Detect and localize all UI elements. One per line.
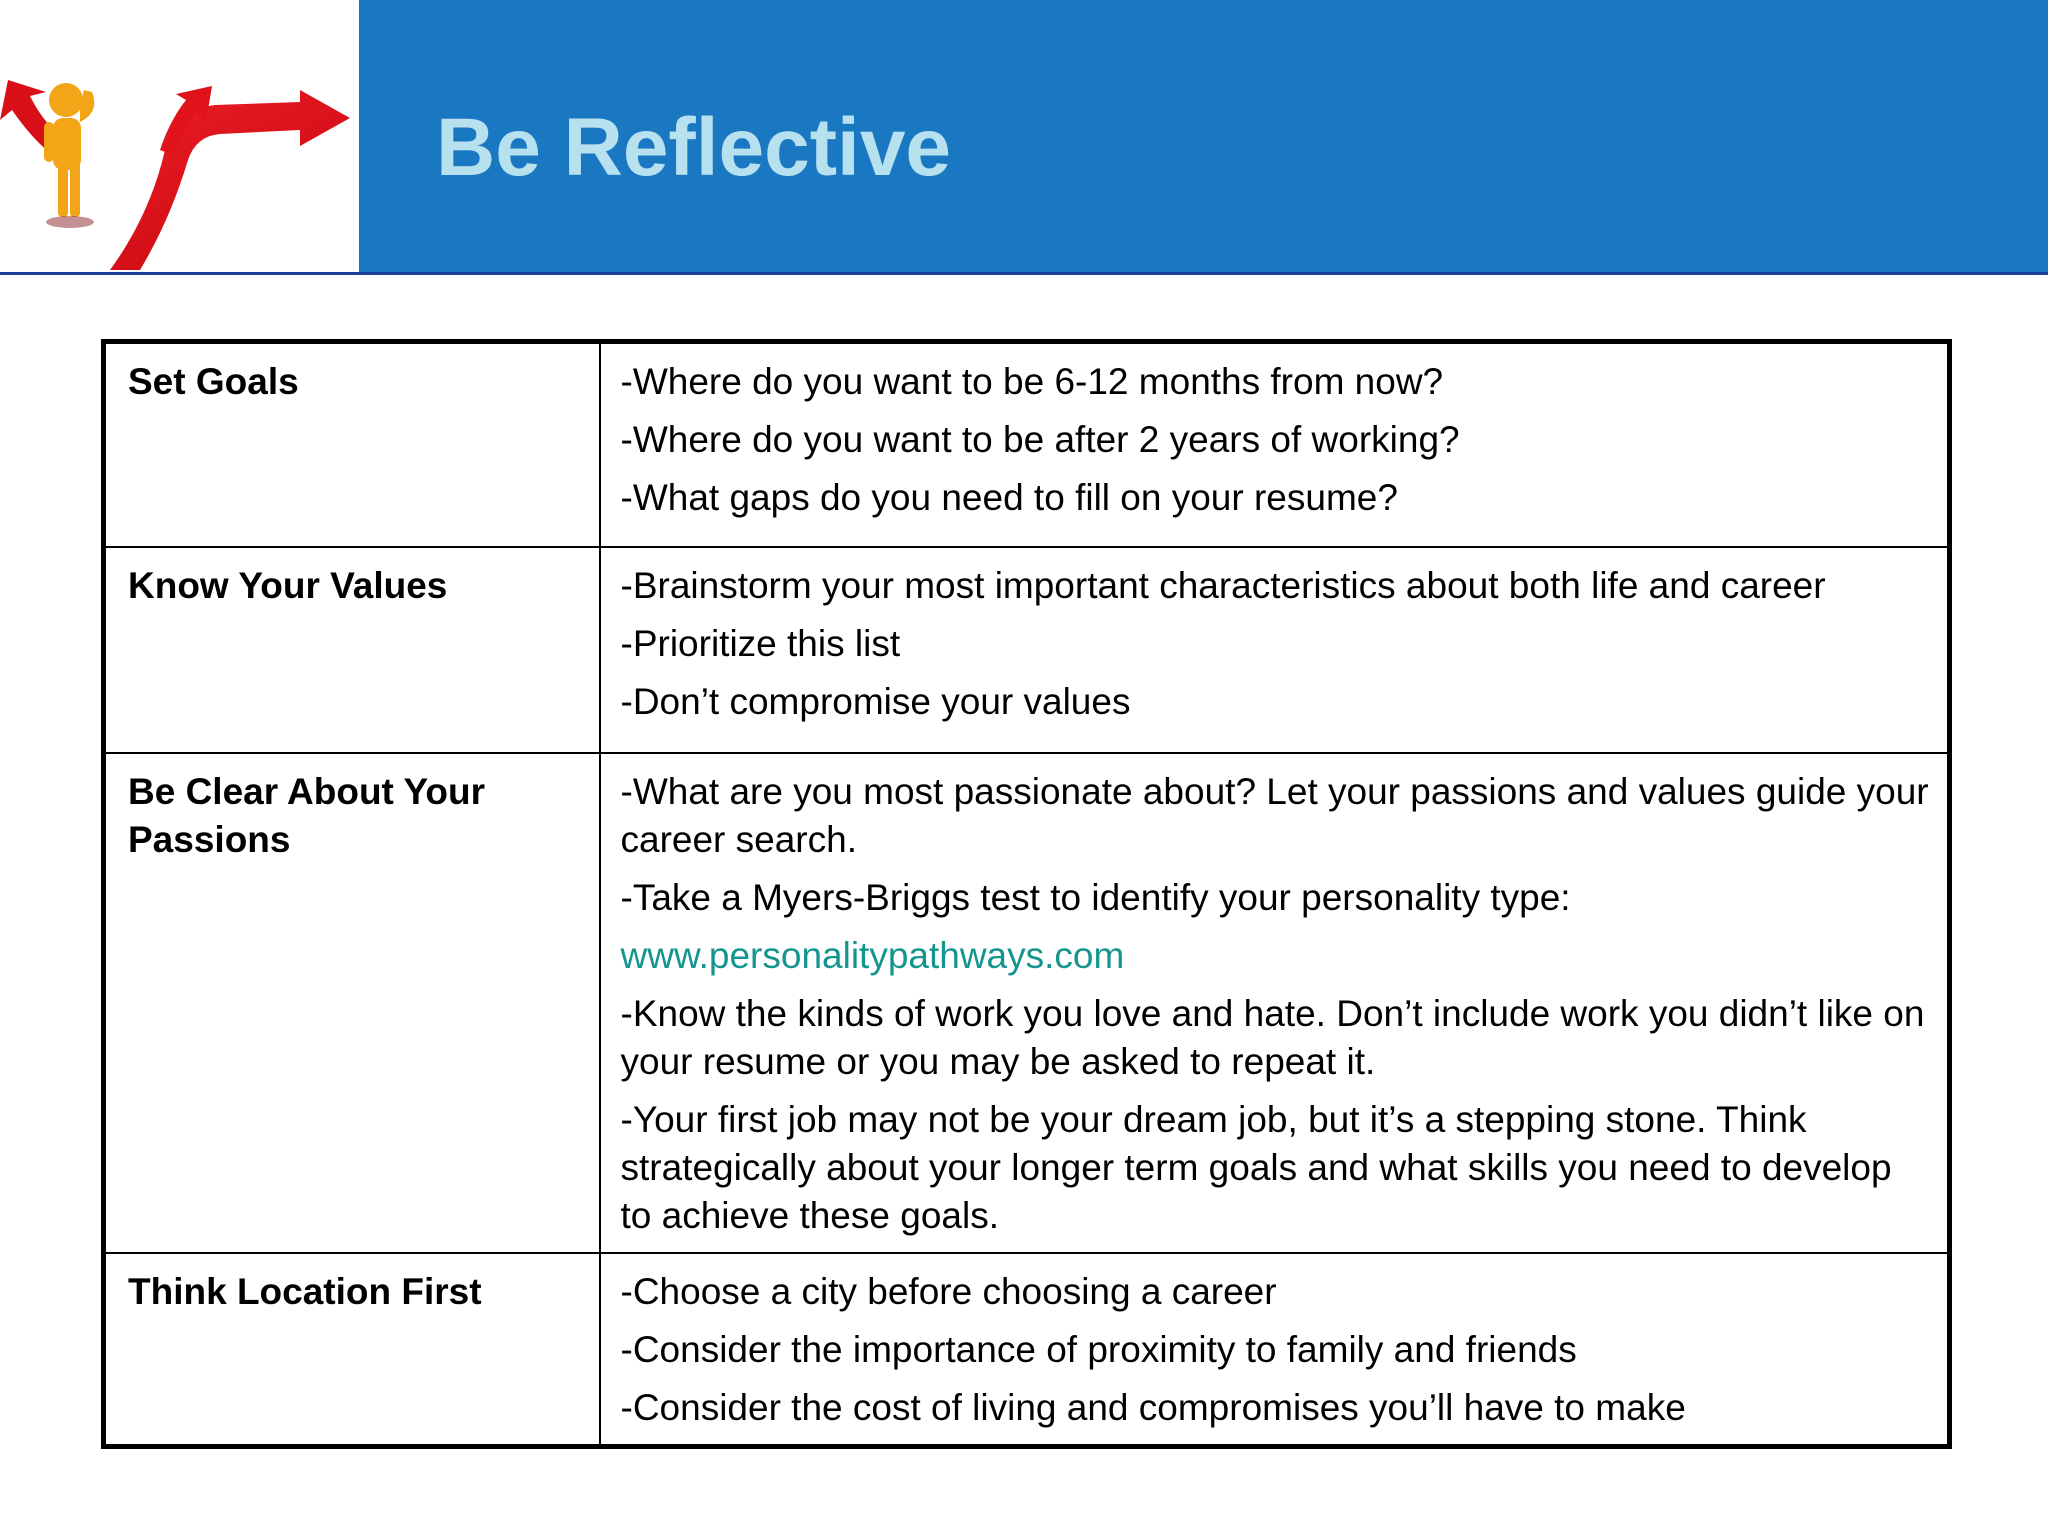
row-topic: Set Goals — [104, 342, 600, 548]
row-topic: Be Clear About Your Passions — [104, 753, 600, 1253]
personality-pathways-link[interactable]: www.personalitypathways.com — [620, 935, 1125, 976]
reflection-table — [101, 339, 1952, 1449]
table-row — [104, 342, 1950, 548]
table-row — [104, 753, 1950, 1253]
list-item: -Brainstorm your most important characteristics about both life and career — [620, 565, 1826, 606]
table-row — [104, 1253, 1950, 1447]
person-at-crossroads-icon — [0, 0, 359, 272]
slide-title: Be Reflective — [436, 102, 952, 193]
list-item: -Where do you want to be 6-12 months from now? — [620, 361, 1444, 402]
list-item: -Consider the importance of proximity to family and friends — [620, 1329, 1577, 1370]
row-topic: Know Your Values — [104, 547, 600, 753]
row-points — [600, 1253, 1950, 1447]
list-item: -Your first job may not be your dream job, but it’s a stepping stone. Think strategically about your longer term goals and what skills you need to develop to achieve these goals. — [620, 1099, 1892, 1236]
row-points — [600, 547, 1950, 753]
crossroads-logo — [0, 0, 359, 272]
list-item: -What are you most passionate about? Let your passions and values guide your career search. — [620, 771, 1929, 860]
row-points — [600, 753, 1950, 1253]
list-item: -Consider the cost of living and compromises you’ll have to make — [620, 1387, 1686, 1428]
list-item: -Take a Myers-Briggs test to identify your personality type: — [620, 877, 1571, 918]
list-item: -Know the kinds of work you love and hate. Don’t include work you didn’t like on your resume or you may be asked to repeat it. — [620, 993, 1925, 1082]
list-item: -Prioritize this list — [620, 623, 901, 664]
list-item: -What gaps do you need to fill on your resume? — [620, 477, 1398, 518]
list-item: -Choose a city before choosing a career — [620, 1271, 1277, 1312]
header-divider — [0, 272, 2048, 275]
list-item — [621, 932, 1932, 980]
table-row — [104, 547, 1950, 753]
list-item: -Don’t compromise your values — [620, 681, 1131, 722]
row-points — [600, 342, 1950, 548]
list-item: -Where do you want to be after 2 years of working? — [620, 419, 1460, 460]
row-topic: Think Location First — [104, 1253, 600, 1447]
person-figure — [44, 83, 94, 217]
